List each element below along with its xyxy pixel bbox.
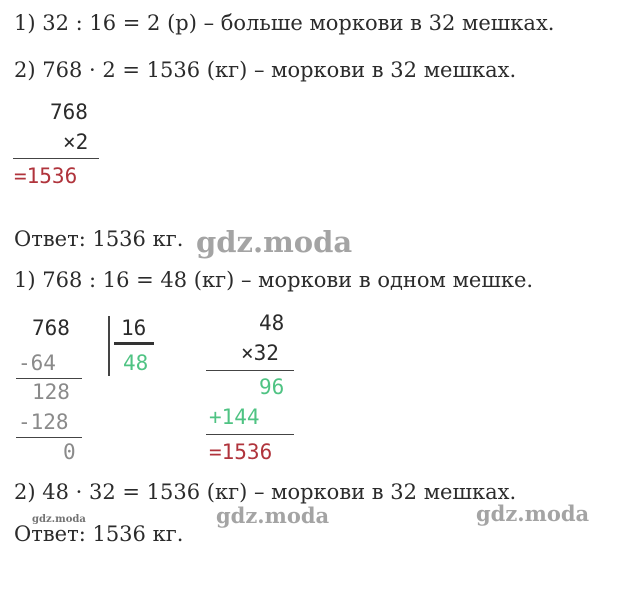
mult-divider: [13, 158, 99, 159]
mult-operand2: ×2: [63, 130, 89, 154]
solution1-answer: Ответ: 1536 кг.: [14, 227, 184, 251]
division-sub2: -128: [18, 410, 69, 434]
solution2-step1: 1) 768 : 16 = 48 (кг) – моркови в одном мешке.: [14, 268, 534, 292]
watermark-bottom-right: gdz.moda: [476, 501, 590, 526]
mult2-partial1: 96: [259, 375, 285, 399]
division-vertical-bar: [108, 316, 110, 376]
solution2-step2: 2) 48 · 32 = 1536 (кг) – моркови в 32 мешках.: [14, 480, 517, 504]
watermark-main: gdz.moda: [196, 225, 353, 259]
watermark-small: gdz.moda: [32, 514, 86, 525]
division-quotient: 48: [123, 351, 149, 375]
mult-operand1: 768: [50, 100, 88, 124]
mult2-divider1: [206, 370, 294, 371]
solution1-step2: 2) 768 · 2 = 1536 (кг) – моркови в 32 мешках.: [14, 58, 517, 82]
division-divisor-underline: [114, 342, 154, 345]
solution1-step1: 1) 32 : 16 = 2 (р) – больше моркови в 32 мешках.: [14, 11, 555, 35]
watermark-bottom-center: gdz.moda: [216, 503, 330, 528]
mult2-operand1: 48: [259, 311, 285, 335]
division-line1: [16, 378, 82, 379]
division-line2: [16, 437, 82, 438]
division-divisor: 16: [121, 316, 147, 340]
mult2-operand2: ×32: [241, 341, 279, 365]
division-sub1: -64: [18, 351, 56, 375]
solution2-answer: Ответ: 1536 кг.: [14, 522, 184, 546]
mult2-divider2: [206, 434, 294, 435]
division-rem2: 0: [63, 440, 76, 464]
mult-result: =1536: [14, 164, 78, 188]
division-rem1: 128: [32, 380, 70, 404]
mult2-partial2: +144: [209, 405, 260, 429]
mult2-result: =1536: [209, 440, 273, 464]
division-dividend: 768: [32, 316, 70, 340]
